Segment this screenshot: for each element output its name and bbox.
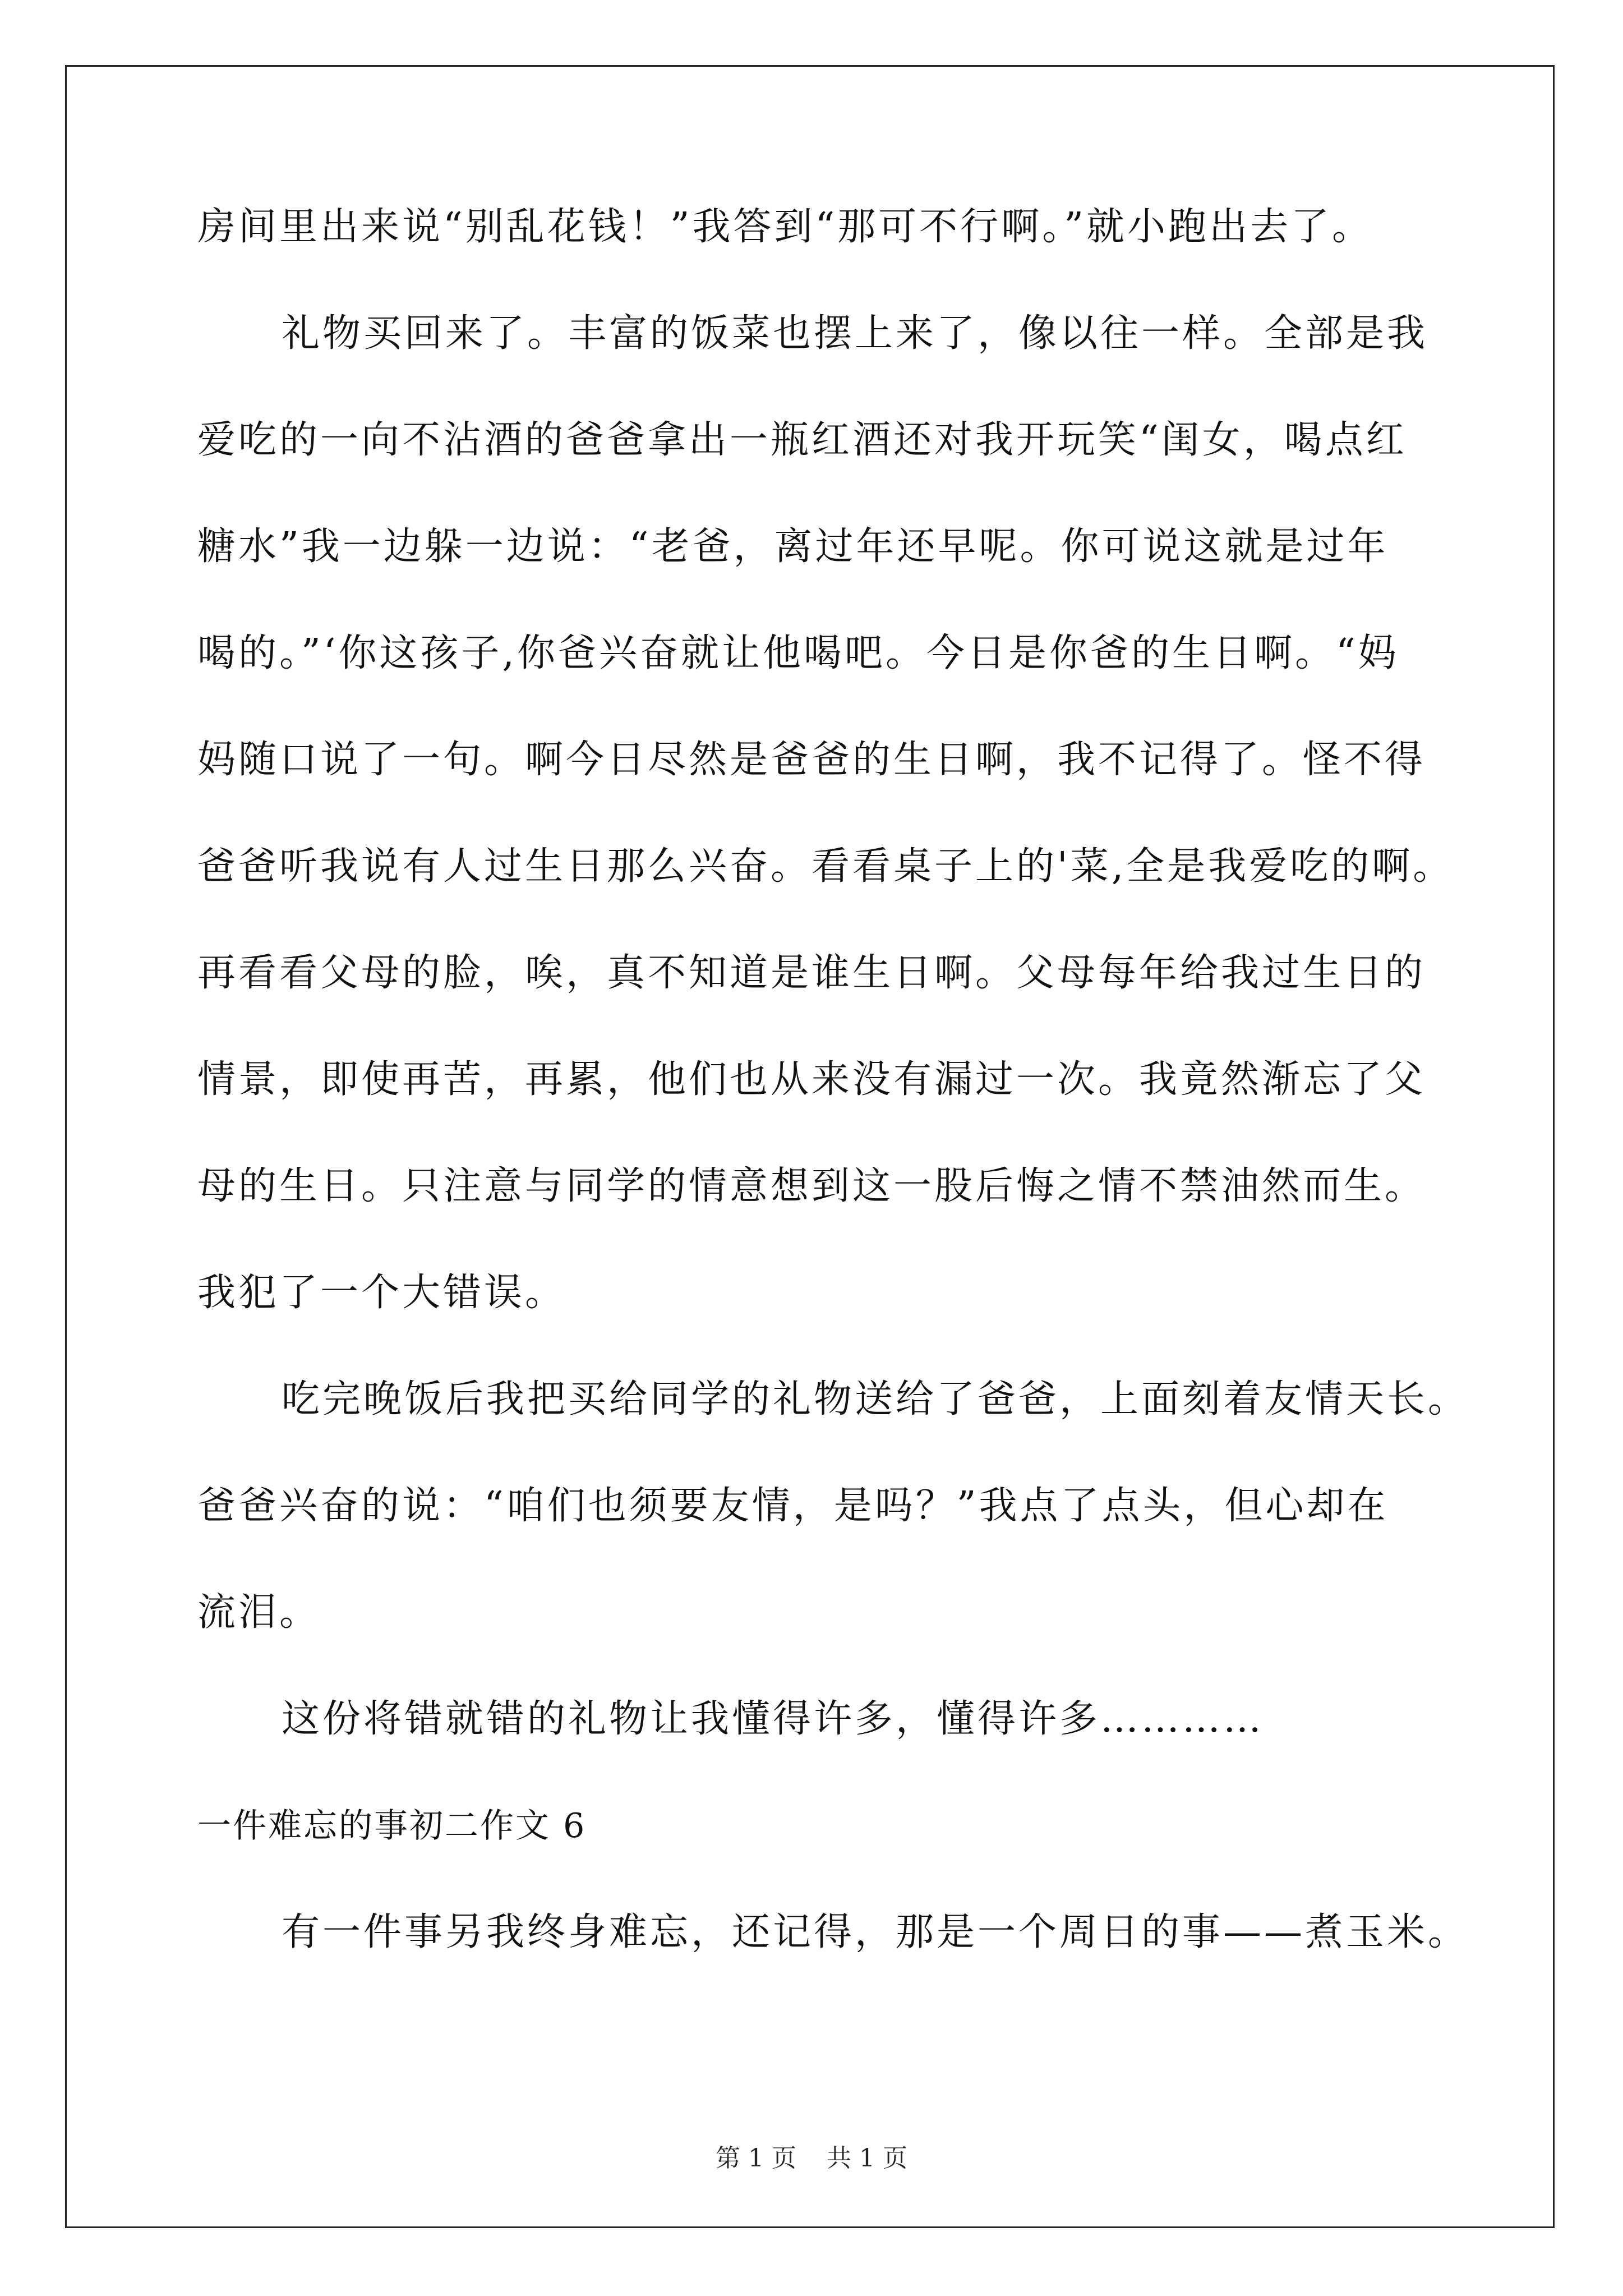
page-number-current: 第 1 页 <box>716 2144 796 2173</box>
paragraph-start-line: 吃完晚饭后我把买给同学的礼物送给了爸爸，上面刻着友情天长。 <box>282 1377 1469 1421</box>
text-line: 我犯了一个大错误。 <box>197 1271 566 1315</box>
text-line: 母的生日。只注意与同学的情意想到这一股后悔之情不禁油然而生。 <box>197 1164 1426 1208</box>
page-footer <box>0 2142 1623 2175</box>
text-line: 情景，即使再苦，再累，他们也从来没有漏过一次。我竟然渐忘了父 <box>197 1057 1426 1102</box>
text-line: 爸爸听我说有人过生日那么兴奋。看看桌子上的'菜,全是我爱吃的啊。 <box>197 844 1454 889</box>
text-line: 妈随口说了一句。啊今日尽然是爸爸的生日啊，我不记得了。怪不得 <box>197 738 1426 782</box>
text-line: 房间里出来说“别乱花钱！”我答到“那可不行啊。”就小跑出去了。 <box>197 205 1373 249</box>
text-line: 喝的。”‘你这孩子,你爸兴奋就让他喝吧。今日是你爸的生日啊。“妈 <box>197 631 1399 675</box>
page-number-total: 共 1 页 <box>827 2144 907 2173</box>
section-heading: 一件难忘的事初二作文 6 <box>197 1806 587 1846</box>
text-line: 糖水”我一边躲一边说：“老爸，离过年还早呢。你可说这就是过年 <box>197 524 1389 569</box>
text-line: 爱吃的一向不沾酒的爸爸拿出一瓶红酒还对我开玩笑“闺女，喝点红 <box>197 418 1407 462</box>
text-line: 爸爸兴奋的说：“咱们也须要友情，是吗？”我点了点头，但心却在 <box>197 1484 1389 1528</box>
text-line: 再看看父母的脸，唉，真不知道是谁生日啊。父母每年给我过生日的 <box>197 951 1426 995</box>
page-border <box>65 65 1555 2228</box>
paragraph-start-line: 这份将错就错的礼物让我懂得许多，懂得许多………… <box>282 1697 1265 1741</box>
paragraph-start-line: 礼物买回来了。丰富的饭菜也摆上来了，像以往一样。全部是我 <box>282 311 1428 356</box>
paragraph-start-line: 有一件事另我终身难忘，还记得，那是一个周日的事——煮玉米。 <box>282 1910 1469 1954</box>
text-line: 流泪。 <box>197 1590 321 1635</box>
